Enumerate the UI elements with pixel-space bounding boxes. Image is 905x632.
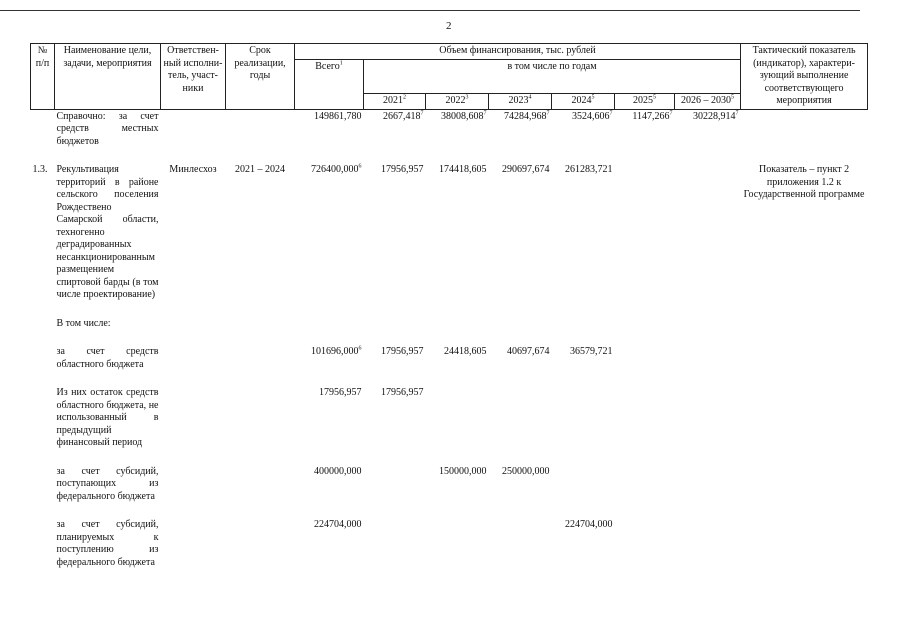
header-year-2026-2030: 2026 – 2030$^5$ xyxy=(675,94,741,110)
row-indicator: Показатель – пункт 2 приложения 1.2 к Государственной программе xyxy=(743,164,865,200)
cell-2023: 290697,674 xyxy=(502,164,550,175)
top-rule xyxy=(0,10,860,11)
cell-2022: 150000,000 xyxy=(439,465,487,477)
cell-2026-2030: 30228,914$^7$ xyxy=(693,110,739,122)
cell-2025: 1147,266$^7$ xyxy=(632,110,673,122)
cell-2023: 250000,000 xyxy=(502,465,550,477)
cell-2021: 2667,418$^7$ xyxy=(383,110,424,122)
cell-total: 400000,000 xyxy=(314,465,362,477)
table-row-remainder xyxy=(31,386,868,451)
cell-2024: 3524,606$^7$ xyxy=(572,110,613,122)
cell-2021: 17956,957 xyxy=(381,387,424,398)
row-name: Из них остаток средств областного бюджета, не использованный в предыдущий финансовый период xyxy=(56,387,159,448)
header-year-2021: 2021$^2$ xyxy=(364,94,426,110)
cell-total: 224704,000 xyxy=(314,519,362,530)
cell-total: 17956,957 xyxy=(319,387,362,398)
table-row-federal-subsidies xyxy=(31,465,868,505)
row-term: 2021 – 2024 xyxy=(235,164,285,175)
cell-2024: 36579,721 xyxy=(570,346,613,357)
cell-2022: 38008,608$^7$ xyxy=(441,110,487,122)
cell-total: 149861,780 xyxy=(314,110,362,122)
cell-2021: 17956,957 xyxy=(381,346,424,357)
cell-2022: 24418,605 xyxy=(444,346,487,357)
header-indicator: Тактический показатель (индикатор), характери-зующий выполнение соответствующего мероприятия xyxy=(741,44,868,110)
row-responsible: Минлесхоз xyxy=(169,164,217,175)
table-row-including xyxy=(31,317,868,332)
row-no: 1.3. xyxy=(32,164,48,175)
financing-table xyxy=(30,43,868,570)
row-name: Справочно: за счет средств местных бюджетов xyxy=(56,110,159,147)
header-no: № п/п xyxy=(31,44,55,110)
header-name: Наименование цели, задачи, мероприятия xyxy=(55,44,161,110)
cell-2024: 224704,000 xyxy=(565,519,613,530)
cell-total: 726400,000$^6$ xyxy=(311,163,362,175)
row-name: за счет средств областного бюджета xyxy=(56,346,159,370)
row-name: за счет субсидий, планируемых к поступлению из федерального бюджета xyxy=(56,519,159,568)
table-row-regional-budget xyxy=(31,345,868,372)
header-financing: Объем финансирования, тыс. рублей xyxy=(295,44,741,60)
cell-2023: 40697,674 xyxy=(507,346,550,357)
header-by-years: в том числе по годам xyxy=(364,59,741,94)
table-row-planned-subsidies xyxy=(31,518,868,570)
cell-2022: 174418,605 xyxy=(439,164,487,175)
table-row-item-1-3 xyxy=(31,163,868,303)
header-responsible: Ответствен-ный исполни-тель, участ-ники xyxy=(161,44,226,110)
table-row-reference xyxy=(31,109,868,149)
row-name: за счет субсидий, поступающих из федерального бюджета xyxy=(56,465,159,502)
cell-2024: 261283,721 xyxy=(565,164,613,175)
header-year-2024: 2024$^5$ xyxy=(552,94,615,110)
cell-2023: 74284,968$^7$ xyxy=(504,110,550,122)
cell-total: 101696,000$^6$ xyxy=(311,345,362,357)
page-number: 2 xyxy=(446,20,452,32)
row-name: В том числе: xyxy=(56,317,111,329)
header-year-2022: 2022$^3$ xyxy=(426,94,489,110)
header-year-2025: 2025$^5$ xyxy=(615,94,675,110)
header-total: Всего$^1$ xyxy=(295,59,364,109)
row-name: Рекультивация территорий в районе сельского поселения Рождествено Самарской области, техногенно деградированных несанкционированным размещением спиртовой барды (в том числе проектирование) xyxy=(56,164,159,300)
header-term: Срок реализации, годы xyxy=(226,44,295,110)
cell-2021: 17956,957 xyxy=(381,164,424,175)
header-year-2023: 2023$^4$ xyxy=(489,94,552,110)
